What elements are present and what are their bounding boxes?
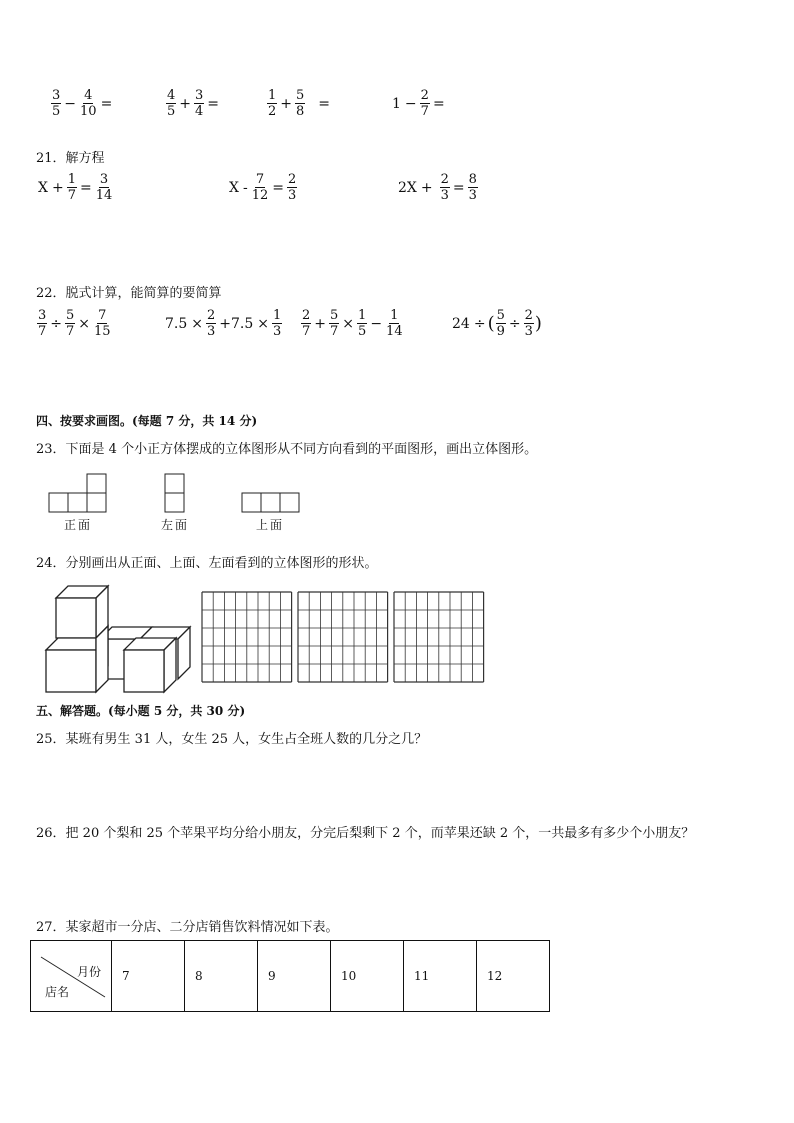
q20-item-4: 1 − $\frac{2}{7}$ = bbox=[392, 88, 445, 119]
month-cell: 11 bbox=[404, 941, 477, 1012]
fraction: $\frac{2}{7}$ bbox=[420, 88, 429, 119]
q22-expression-2: 7.5 × $\frac{2}{3}$ +7.5 × $\frac{1}{3}$ bbox=[165, 308, 282, 339]
q20-item-1: 3 5 − $\frac{4}{10}$ = bbox=[52, 88, 113, 119]
month-cell: 12 bbox=[477, 941, 550, 1012]
q24-text: 24．分别画出从正面、上面、左面看到的立体图形的形状。 bbox=[36, 556, 378, 571]
table-header-row bbox=[31, 941, 550, 1012]
diagonal-header-cell bbox=[31, 941, 112, 1012]
q26-text: 26．把 20 个梨和 25 个苹果平均分给小朋友，分完后梨剩下 2 个，而苹果还缺 2 个，一共最多有多少个小朋友？ bbox=[36, 826, 695, 841]
q27-text: 27．某家超市一分店、二分店销售饮料情况如下表。 bbox=[36, 920, 339, 935]
cube-stack-figure bbox=[40, 582, 200, 697]
month-cell: 10 bbox=[331, 941, 404, 1012]
q23-text: 23．下面是 4 个小正方体摆成的立体图形从不同方向看到的平面图形，画出立体图形。 bbox=[36, 442, 538, 457]
front-view-figure bbox=[49, 474, 106, 512]
fraction: 1 2 bbox=[268, 88, 277, 119]
q21-equation-1: X + $\frac{1}{7}$ = $\frac{3}{14}$ bbox=[38, 172, 113, 203]
drawing-grid-front bbox=[202, 592, 292, 682]
fraction: $\frac{3}{4}$ bbox=[195, 88, 204, 119]
left-view-figure bbox=[165, 474, 184, 512]
fraction: 3 5 bbox=[52, 88, 61, 119]
drawing-grid-left bbox=[394, 592, 484, 682]
q21-equation-2: X - $\frac{7}{12}$ = $\frac{2}{3}$ bbox=[229, 172, 297, 203]
q22-expression-1: $\frac{3}{7}$ ÷ $\frac{5}{7}$ × $\frac{7}{15}$ bbox=[38, 308, 111, 339]
fraction: 4 5 bbox=[167, 88, 176, 119]
header-month: 月份 bbox=[77, 965, 102, 979]
top-view-figure bbox=[242, 493, 299, 512]
q20-item-3: 1 2 + $\frac{5}{8}$ = bbox=[268, 88, 331, 119]
label-left: 左面 bbox=[161, 518, 190, 532]
q22-expression-3: 2 7 + $\frac{5}{7}$ × $\frac{1}{5}$ − $\frac{1}{14}$ bbox=[302, 308, 403, 339]
header-store: 店名 bbox=[45, 985, 70, 999]
month-cell: 7 bbox=[112, 941, 185, 1012]
q25-text: 25．某班有男生 31 人，女生 25 人，女生占全班人数的几分之几？ bbox=[36, 732, 428, 747]
fraction: $\frac{5}{8}$ bbox=[296, 88, 305, 119]
label-top: 上面 bbox=[256, 518, 285, 532]
section-4-title: 四、按要求画图。(每题 7 分，共 14 分) bbox=[36, 414, 258, 428]
q22-expression-4: 24 ÷ ( $\frac{5}{9}$ ÷ $\frac{2}{3}$ ) bbox=[452, 308, 542, 339]
q21-title: 21．解方程 bbox=[36, 151, 105, 166]
drawing-grids bbox=[200, 590, 490, 686]
q21-equation-3: 2X + $\frac{2}{3}$ = $\frac{8}{3}$ bbox=[398, 172, 477, 203]
month-cell: 9 bbox=[258, 941, 331, 1012]
drawing-grid-top bbox=[298, 592, 388, 682]
q22-title: 22．脱式计算，能简算的要简算 bbox=[36, 286, 222, 301]
q20-item-2: 4 5 + $\frac{3}{4}$ = bbox=[167, 88, 220, 119]
month-cell: 8 bbox=[185, 941, 258, 1012]
section-5-title: 五、解答题。(每小题 5 分，共 30 分) bbox=[36, 704, 246, 718]
fraction: $\frac{4}{10}$ bbox=[80, 88, 97, 119]
label-front: 正面 bbox=[64, 518, 93, 532]
sales-table bbox=[30, 940, 550, 1012]
